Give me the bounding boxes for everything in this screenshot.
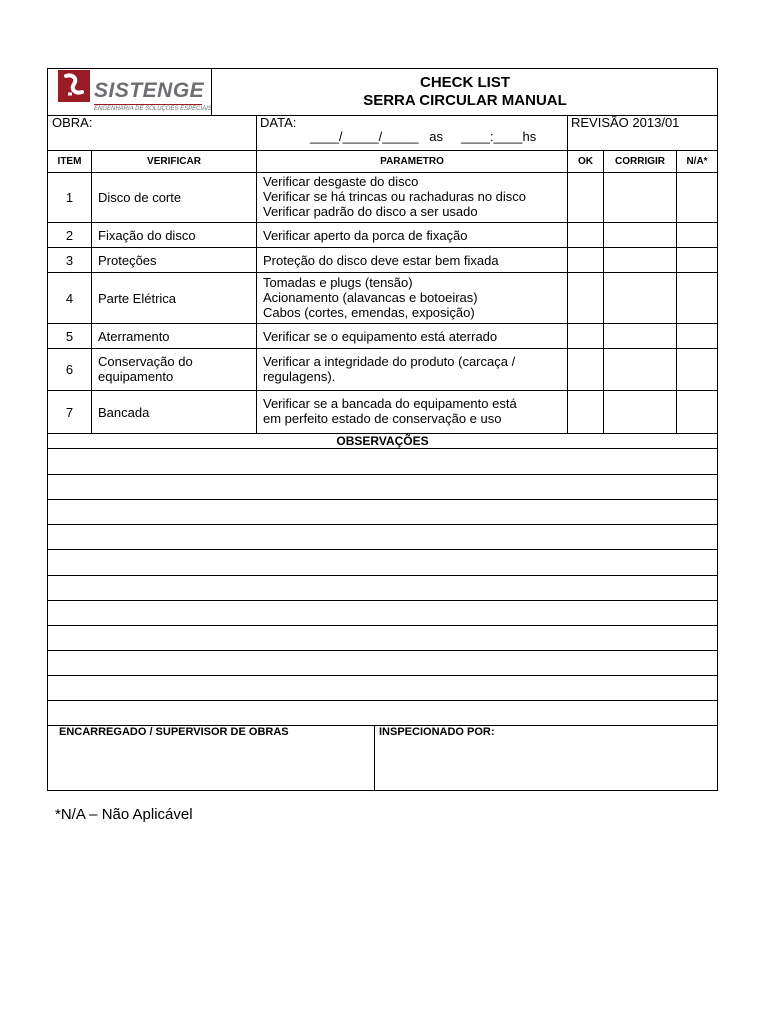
inspecionado-signature-box[interactable] — [375, 726, 717, 790]
row-5-parametro — [263, 324, 565, 348]
row-7-corrigir-checkbox[interactable] — [604, 391, 676, 433]
row-7-verificar: Bancada — [98, 404, 150, 420]
row-4-parametro-line-3: Cabos (cortes, emendas, exposição) — [263, 305, 475, 320]
row-2-parametro-line-1: Verificar aperto da porca de fixação — [263, 227, 468, 243]
row-3-parametro-line-1: Proteção do disco deve estar bem fixada — [263, 252, 499, 268]
logo-underline — [94, 104, 202, 105]
row-7-na-checkbox[interactable] — [677, 391, 717, 433]
observacoes-heading: OBSERVAÇÕES — [336, 433, 429, 448]
col-header-parametro: PARAMETRO — [380, 156, 444, 167]
row-4-corrigir-checkbox[interactable] — [604, 273, 676, 323]
col-header-na: N/A* — [686, 156, 708, 167]
observacoes-line-4[interactable] — [48, 525, 717, 549]
row-2-na-checkbox[interactable] — [677, 223, 717, 247]
row-6-verificar-line-2: equipamento — [98, 369, 174, 384]
obra-label: OBRA: — [52, 115, 93, 130]
row-4-parametro — [263, 275, 565, 320]
logo-name: SISTENGE — [94, 79, 205, 102]
row-6-verificar — [98, 354, 254, 384]
observacoes-line-5[interactable] — [48, 550, 717, 574]
logo-tagline: ENGENHARIA DE SOLUÇÕES ESPECIAIS — [94, 106, 212, 112]
row-3-item: 3 — [65, 252, 74, 268]
col-header-verificar: VERIFICAR — [147, 156, 201, 167]
title-line-1: CHECK LIST — [420, 74, 510, 91]
document-title — [212, 72, 718, 112]
col-header-corrigir: CORRIGIR — [615, 156, 665, 167]
sistenge-logo-icon — [58, 70, 90, 102]
row-1-ok-checkbox[interactable] — [568, 173, 603, 222]
row-7-parametro-line-2: em perfeito estado de conservação e uso — [263, 411, 502, 426]
row-2-corrigir-checkbox[interactable] — [604, 223, 676, 247]
row-6-item: 6 — [65, 362, 74, 377]
row-5-verificar: Aterramento — [98, 328, 170, 344]
row-4-ok-checkbox[interactable] — [568, 273, 603, 323]
data-label: DATA: — [260, 115, 297, 130]
observacoes-line-1[interactable] — [48, 449, 717, 473]
footnote: *N/A – Não Aplicável — [55, 806, 193, 823]
observacoes-line-9[interactable] — [48, 651, 717, 675]
row-7-parametro-line-1: Verificar se a bancada do equipamento está — [263, 396, 517, 411]
row-7-parametro — [263, 396, 565, 426]
row-3-corrigir-checkbox[interactable] — [604, 248, 676, 272]
row-4-parametro-line-2: Acionamento (alavancas e botoeiras) — [263, 290, 478, 305]
row-1-corrigir-checkbox[interactable] — [604, 173, 676, 222]
company-logo — [52, 70, 212, 114]
row-6-parametro-line-1: Verificar a integridade do produto (carcaça / — [263, 354, 516, 369]
row-3-parametro — [263, 248, 565, 272]
row-5-parametro-line-1: Verificar se o equipamento está aterrado — [263, 328, 498, 344]
row-4-verificar: Parte Elétrica — [98, 290, 177, 306]
row-6-corrigir-checkbox[interactable] — [604, 349, 676, 390]
observacoes-line-11[interactable] — [48, 701, 717, 725]
row-1-verificar: Disco de corte — [98, 190, 182, 205]
row-1-parametro-line-3: Verificar padrão do disco a ser usado — [263, 204, 478, 219]
row-5-corrigir-checkbox[interactable] — [604, 324, 676, 348]
encarregado-signature-box[interactable] — [48, 726, 374, 790]
row-6-na-checkbox[interactable] — [677, 349, 717, 390]
row-3-verificar: Proteções — [98, 252, 157, 268]
row-2-ok-checkbox[interactable] — [568, 223, 603, 247]
row-7-ok-checkbox[interactable] — [568, 391, 603, 433]
row-3-ok-checkbox[interactable] — [568, 248, 603, 272]
observacoes-line-10[interactable] — [48, 676, 717, 700]
row-5-ok-checkbox[interactable] — [568, 324, 603, 348]
row-1-parametro-line-2: Verificar se há trincas ou rachaduras no disco — [263, 189, 527, 204]
row-2-item: 2 — [65, 227, 74, 243]
observacoes-line-8[interactable] — [48, 626, 717, 650]
row-2-parametro — [263, 223, 565, 247]
observacoes-line-2[interactable] — [48, 475, 717, 499]
revision-label: REVISÃO 2013/01 — [571, 115, 680, 130]
row-6-ok-checkbox[interactable] — [568, 349, 603, 390]
inspecionado-label: INSPECIONADO POR: — [379, 726, 495, 738]
row-6-parametro-line-2: regulagens). — [263, 369, 336, 384]
row-6-verificar-line-1: Conservação do — [98, 354, 193, 369]
observacoes-line-7[interactable] — [48, 601, 717, 625]
row-4-item: 4 — [65, 290, 74, 306]
data-fill-blanks: ____/_____/_____ as ____:____hs — [310, 129, 537, 144]
row-4-parametro-line-1: Tomadas e plugs (tensão) — [263, 275, 413, 290]
title-line-2: SERRA CIRCULAR MANUAL — [363, 92, 567, 109]
encarregado-label: ENCARREGADO / SUPERVISOR DE OBRAS — [59, 726, 289, 738]
row-5-na-checkbox[interactable] — [677, 324, 717, 348]
col-header-item: ITEM — [57, 156, 82, 167]
row-7-item: 7 — [65, 404, 74, 420]
row-1-item: 1 — [65, 190, 74, 205]
row-1-parametro — [263, 174, 565, 219]
row-6-parametro — [263, 354, 565, 384]
col-header-ok: OK — [578, 156, 593, 167]
row-1-na-checkbox[interactable] — [677, 173, 717, 222]
row-3-na-checkbox[interactable] — [677, 248, 717, 272]
row-4-na-checkbox[interactable] — [677, 273, 717, 323]
row-2-verificar: Fixação do disco — [98, 227, 196, 243]
observacoes-line-6[interactable] — [48, 576, 717, 599]
observacoes-line-3[interactable] — [48, 500, 717, 524]
row-5-item: 5 — [65, 328, 74, 344]
row-1-parametro-line-1: Verificar desgaste do disco — [263, 174, 419, 189]
